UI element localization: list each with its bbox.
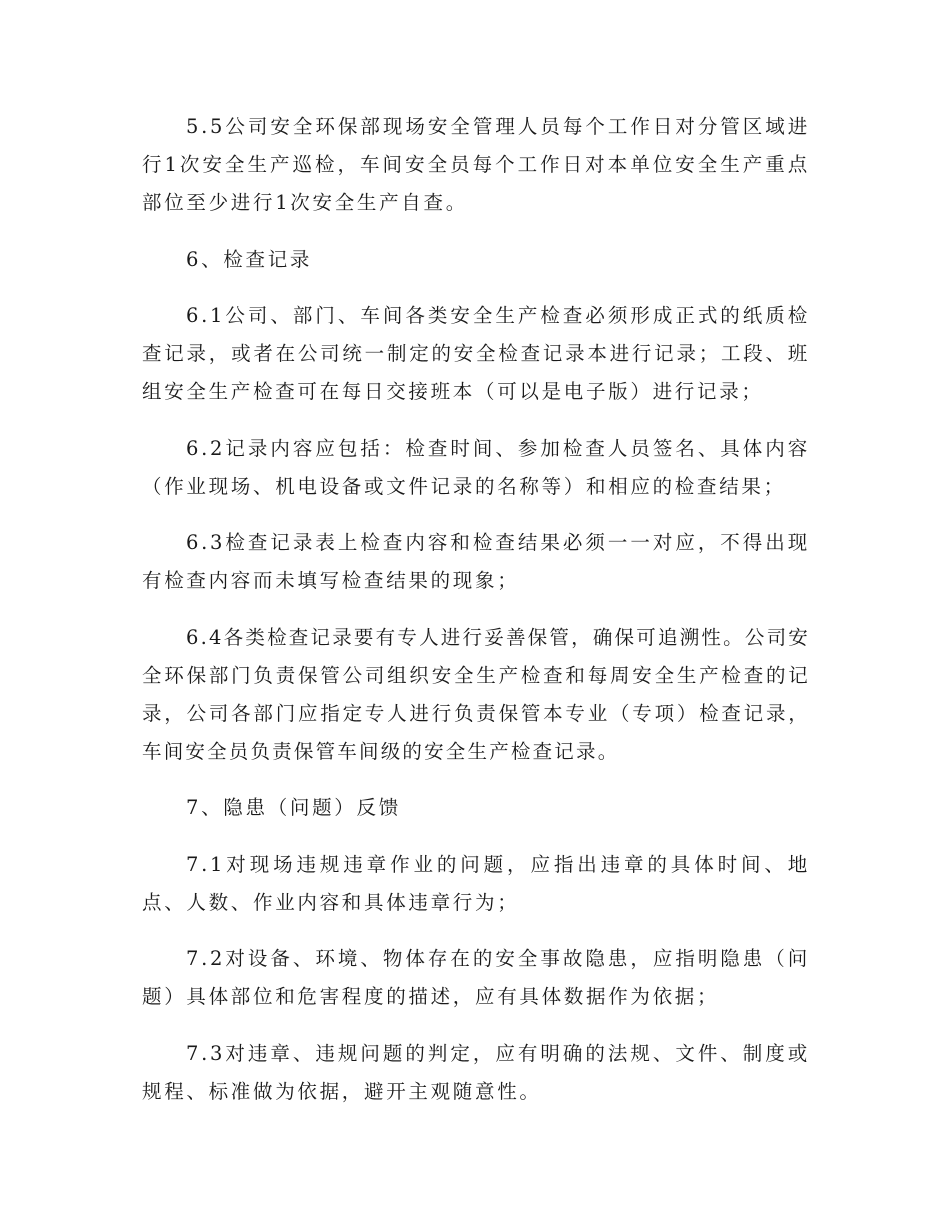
paragraph-7-3: 7.3对违章、违规问题的判定，应有明确的法规、文件、制度或规程、标准做为依据，避开主观随意性。 [142,1041,810,1103]
paragraph-5-5: 5.5公司安全环保部现场安全管理人员每个工作日对分管区域进行1次安全生产巡检，车间安全员每个工作日对本单位安全生产重点部位至少进行1次安全生产自查。 [142,115,810,214]
paragraph-6-3: 6.3检查记录表上检查内容和检查结果必须一一对应，不得出现有检查内容而未填写检查结果的现象； [142,531,810,592]
paragraph-6-1: 6.1公司、部门、车间各类安全生产检查必须形成正式的纸质检查记录，或者在公司统一制定的安全检查记录本进行记录；工段、班组安全生产检查可在每日交接班本（可以是电子版）进行记录； [142,304,810,403]
section-heading-7: 7、隐患（问题）反馈 [186,796,401,819]
document-body [142,108,810,1129]
paragraph-6-2: 6.2记录内容应包括：检查时间、参加检查人员签名、具体内容（作业现场、机电设备或文件记录的名称等）和相应的检查结果； [142,436,810,498]
paragraph-7-2: 7.2对设备、环境、物体存在的安全事故隐患，应指明隐患（问题）具体部位和危害程度的描述，应有具体数据作为依据； [142,947,810,1008]
paragraph-6-4: 6.4各类检查记录要有专人进行妥善保管，确保可追溯性。公司安全环保部门负责保管公司组织安全生产检查和每周安全生产检查的记录，公司各部门应指定专人进行负责保管本专业（专项）检查记录，车间安全员负责保管车间级的安全生产检查记录。 [142,625,810,763]
paragraph-7-1: 7.1对现场违规违章作业的问题，应指出违章的具体时间、地点、人数、作业内容和具体违章行为； [142,852,810,914]
section-heading-6: 6、检查记录 [186,247,313,271]
